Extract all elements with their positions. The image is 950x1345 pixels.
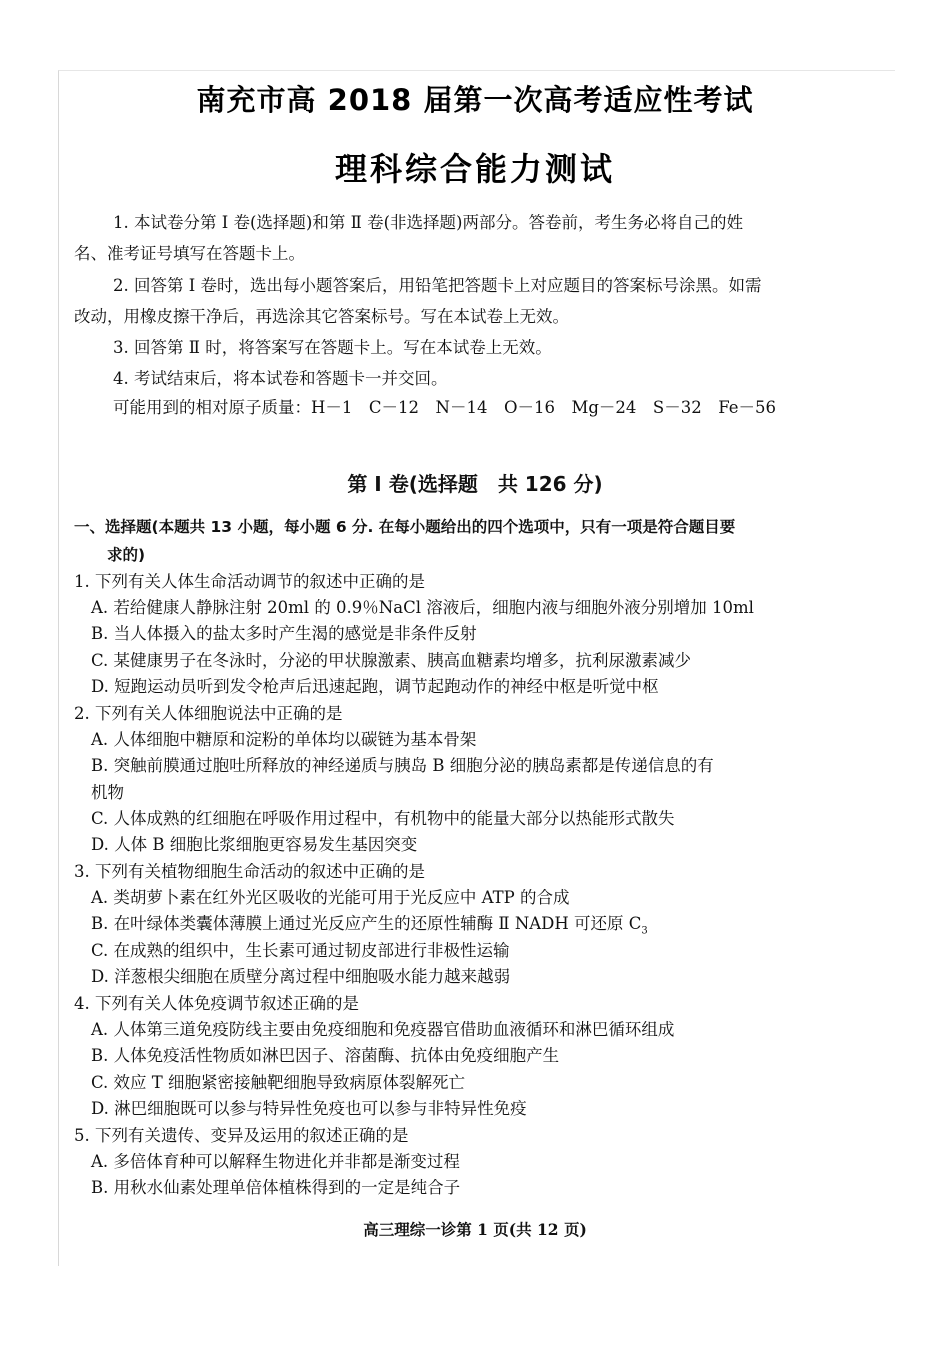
question-1-option-c: C. 某健康男子在冬泳时，分泌的甲状腺激素、胰高血糖素均增多，抗利尿激素减少 <box>91 651 692 670</box>
question-2-option-b: B. 突触前膜通过胞吐所释放的神经递质与胰岛 B 细胞分泌的胰岛素都是传递信息的有 <box>91 756 714 775</box>
subscript-3: 3 <box>641 925 648 937</box>
page-footer: 高三理综一诊第 1 页(共 12 页) <box>363 1220 587 1239</box>
question-3: 3. 下列有关植物细胞生命活动的叙述中正确的是 <box>74 862 425 881</box>
question-3-option-c: C. 在成熟的组织中，生长素可通过韧皮部进行非极性运输 <box>91 941 510 960</box>
instruction-2-cont: 改动，用橡皮擦干净后，再选涂其它答案标号。写在本试卷上无效。 <box>74 307 569 326</box>
question-5-option-a: A. 多倍体育种可以解释生物进化并非都是渐变过程 <box>91 1152 460 1171</box>
section-heading-cont: 求的) <box>107 546 146 564</box>
exam-subtitle: 理科综合能力测试 <box>334 150 615 188</box>
question-4-option-b: B. 人体免疫活性物质如淋巴因子、溶菌酶、抗体由免疫细胞产生 <box>91 1046 560 1065</box>
instruction-4: 4. 考试结束后，将本试卷和答题卡一并交回。 <box>113 369 448 388</box>
question-2-option-b-cont: 机物 <box>91 783 124 802</box>
question-4-option-d: D. 淋巴细胞既可以参与特异性免疫也可以参与非特异性免疫 <box>91 1099 527 1118</box>
instruction-2: 2. 回答第 Ⅰ 卷时，选出每小题答案后，用铅笔把答题卡上对应题目的答案标号涂黑。如需 <box>113 276 762 295</box>
question-3-option-a: A. 类胡萝卜素在红外光区吸收的光能可用于光反应中 ATP 的合成 <box>91 888 570 907</box>
question-5: 5. 下列有关遗传、变异及运用的叙述正确的是 <box>74 1126 409 1145</box>
instruction-1: 1. 本试卷分第 Ⅰ 卷(选择题)和第 Ⅱ 卷(非选择题)两部分。答卷前，考生务必将自己的姓 <box>113 213 743 232</box>
atomic-masses: 可能用到的相对原子质量：H－1 C－12 N－14 O－16 Mg－24 S－32 Fe－56 <box>113 398 777 417</box>
question-1-option-b: B. 当人体摄入的盐太多时产生渴的感觉是非条件反射 <box>91 624 477 643</box>
question-4-option-a: A. 人体第三道免疫防线主要由免疫细胞和免疫器官借助血液循环和淋巴循环组成 <box>91 1020 675 1039</box>
instruction-3: 3. 回答第 Ⅱ 时，将答案写在答题卡上。写在本试卷上无效。 <box>113 338 552 357</box>
question-3-option-d: D. 洋葱根尖细胞在质壁分离过程中细胞吸水能力越来越弱 <box>91 967 511 986</box>
section-heading: 一、选择题(本题共 13 小题，每小题 6 分. 在每小题给出的四个选项中，只有一项是符合题目要 <box>74 518 736 536</box>
question-1: 1. 下列有关人体生命活动调节的叙述中正确的是 <box>74 572 425 591</box>
question-2-option-a: A. 人体细胞中糖原和淀粉的单体均以碳链为基本骨架 <box>91 730 477 749</box>
section-title: 第 Ⅰ 卷(选择题 共 126 分) <box>347 472 603 496</box>
question-3-option-b-text: B. 在叶绿体类囊体薄膜上通过光反应产生的还原性辅酶 Ⅱ NADH 可还原 C <box>91 914 642 933</box>
question-1-option-a: A. 若给健康人静脉注射 20ml 的 0.9％NaCl 溶液后，细胞内液与细胞外液分别增加 10ml <box>91 598 754 617</box>
question-1-option-d: D. 短跑运动员听到发令枪声后迅速起跑，调节起跑动作的神经中枢是听觉中枢 <box>91 677 659 696</box>
question-2-option-d: D. 人体 B 细胞比浆细胞更容易发生基因突变 <box>91 835 418 854</box>
question-4: 4. 下列有关人体免疫调节叙述正确的是 <box>74 994 359 1013</box>
exam-title: 南充市高 2018 届第一次高考适应性考试 <box>196 83 754 117</box>
question-4-option-c: C. 效应 T 细胞紧密接触靶细胞导致病原体裂解死亡 <box>91 1073 466 1092</box>
question-5-option-b: B. 用秋水仙素处理单倍体植株得到的一定是纯合子 <box>91 1178 461 1197</box>
question-3-option-b <box>91 913 648 942</box>
question-2: 2. 下列有关人体细胞说法中正确的是 <box>74 704 343 723</box>
instruction-1-cont: 名、准考证号填写在答题卡上。 <box>74 244 305 263</box>
question-2-option-c: C. 人体成熟的红细胞在呼吸作用过程中，有机物中的能量大部分以热能形式散失 <box>91 809 675 828</box>
